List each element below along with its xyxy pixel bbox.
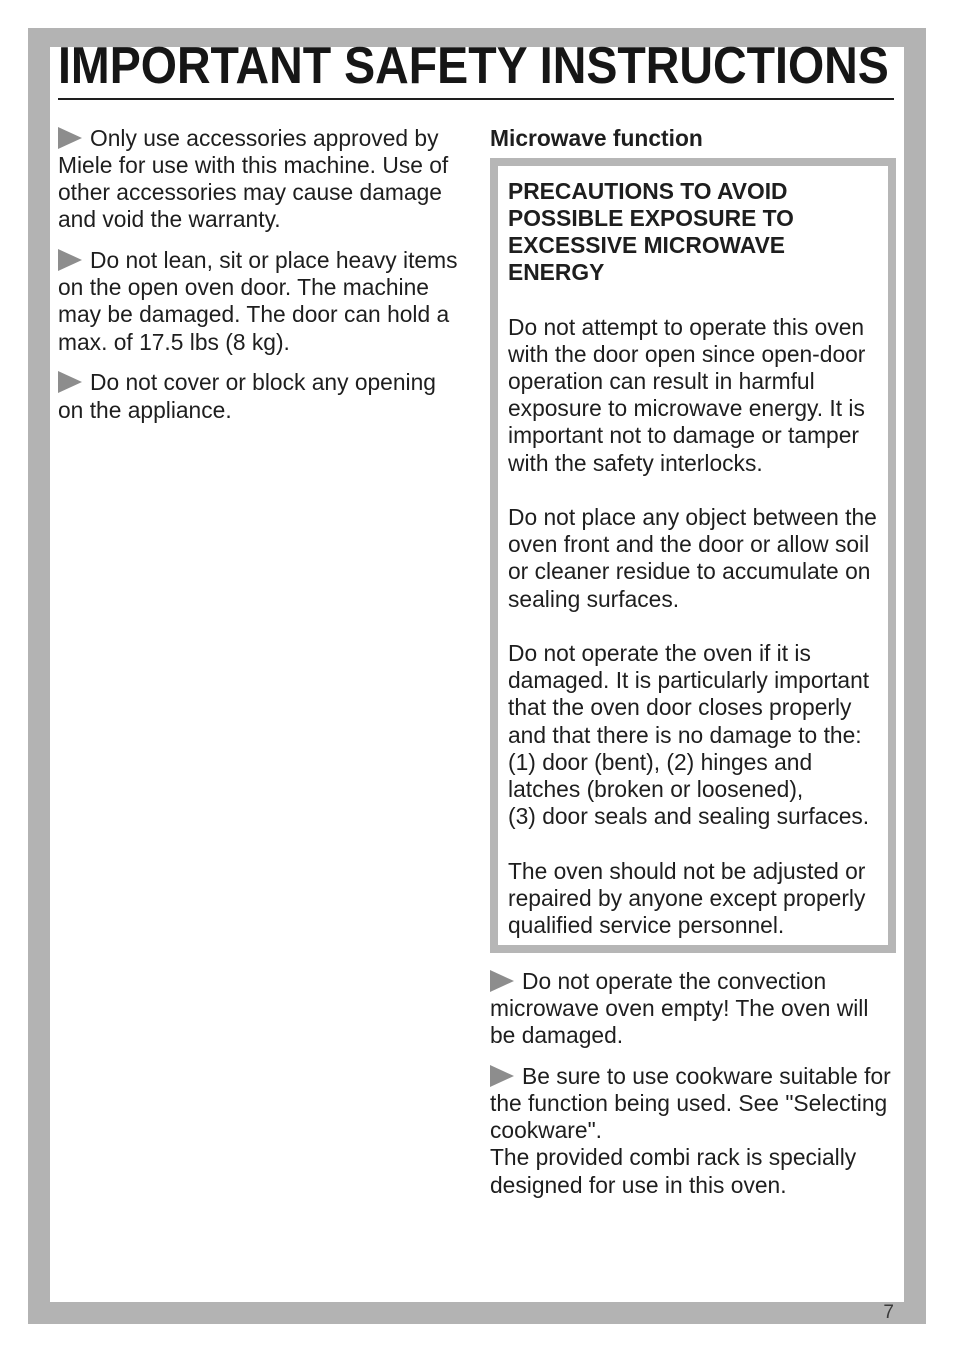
safety-item (490, 1063, 896, 1199)
safety-item (58, 247, 470, 356)
right-column (490, 125, 896, 1213)
bullet-arrow-icon (490, 970, 514, 992)
left-column (58, 125, 470, 438)
title-divider (58, 98, 894, 100)
bullet-arrow-icon (58, 371, 82, 393)
precaution-paragraph: Do not place any object between the oven front and the door or allow soil or cleaner residue to accumulate on sealing surfaces. (508, 503, 877, 612)
precaution-paragraph: Do not operate the oven if it is damaged. It is particularly important that the oven door closes properly and that there is no damage to the: (1) door (bent), (2) hinges and latches (broken or loosened), (3) door seals and sealing surfaces. (508, 639, 870, 830)
safety-item (58, 369, 470, 423)
safety-item-text: Do not lean, sit or place heavy items on the open oven door. The machine may be damaged. The door can hold a max. of 17.5 lbs (8 kg). (58, 246, 458, 355)
page-number: 7 (883, 1302, 894, 1323)
bullet-arrow-icon (58, 127, 82, 149)
page-title: IMPORTANT SAFETY INSTRUCTIONS (58, 40, 889, 92)
precautions-heading: PRECAUTIONS TO AVOID POSSIBLE EXPOSURE TO EXCESSIVE MICROWAVE ENERGY (508, 177, 794, 286)
microwave-precautions-box (490, 158, 896, 953)
precaution-paragraph: The oven should not be adjusted or repaired by anyone except properly qualified service personnel. (508, 857, 866, 938)
bullet-arrow-icon (490, 1065, 514, 1087)
page-title-container (58, 40, 894, 92)
safety-item-text: Only use accessories approved by Miele for use with this machine. Use of other accessories may cause damage and void the warranty. (58, 124, 449, 233)
safety-item-text: Do not cover or block any opening on the appliance. (58, 369, 436, 423)
safety-item (58, 125, 470, 234)
bullet-arrow-icon (58, 249, 82, 271)
section-heading: Microwave function (490, 124, 703, 151)
safety-item (490, 968, 896, 1050)
precaution-paragraph: Do not attempt to operate this oven with the door open since open-door operation can result in harmful exposure to microwave energy. It is important not to damage or tamper with the safety interlocks. (508, 313, 866, 476)
safety-item-text: Be sure to use cookware suitable for the function being used. See "Selecting cookware". The provided combi rack is specially designed for use in this oven. (490, 1062, 891, 1198)
safety-item-text: Do not operate the convection microwave oven empty! The oven will be damaged. (490, 967, 869, 1049)
